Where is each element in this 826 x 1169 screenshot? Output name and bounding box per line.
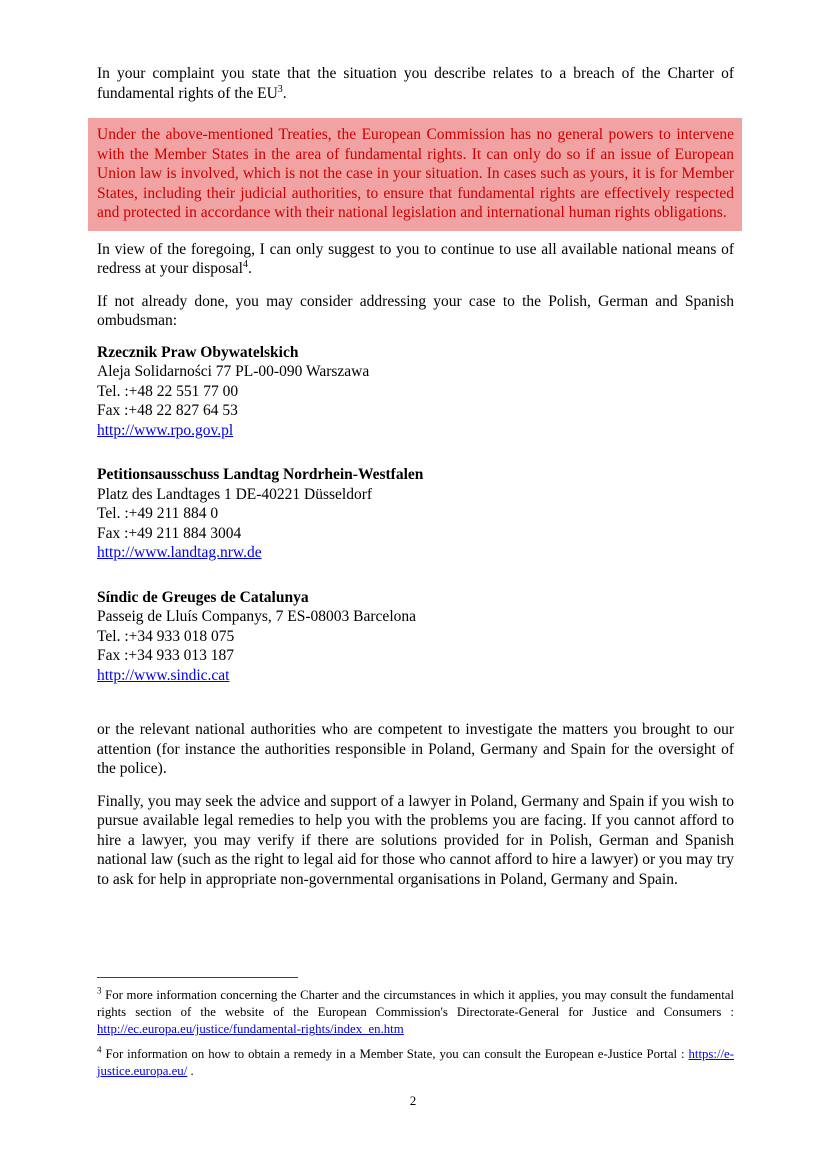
contact-tel: Tel. :+49 211 884 0 <box>97 505 219 522</box>
document-body <box>97 64 734 889</box>
contact-fax: Fax :+48 22 827 64 53 <box>97 402 238 419</box>
paragraph-complaint-text: In your complaint you state that the situation you describe relates to a breach of the Charter of fundamental rights of the EU <box>97 65 734 102</box>
contact-address: Platz des Landtages 1 DE-40221 Düsseldorf <box>97 485 373 503</box>
highlighted-notice-box <box>88 118 742 231</box>
footnotes-section <box>97 977 734 1080</box>
paragraph-lawyer: Finally, you may seek the advice and support of a lawyer in Poland, Germany and Spain if you wish to pursue available legal remedies to help you with the problems you are facing. If you cannot afford to hire a lawyer, you may verify if there are solutions provided for in Polish, German and Spanish national law (such as the right to legal aid for those who cannot afford to hire a lawyer) or you may try to ask for help in appropriate non-governmental organisations in Poland, Germany and Spain. <box>97 792 734 888</box>
footnote-3-link[interactable]: http://ec.europa.eu/justice/fundamental-rights/index_en.htm <box>97 1022 404 1037</box>
contact-tel: Tel. :+48 22 551 77 00 <box>97 382 239 400</box>
footnote-ref-4: 4 <box>242 258 248 270</box>
paragraph-complaint-period: . <box>282 84 287 102</box>
paragraph-complaint <box>97 64 734 103</box>
footnote-4-link[interactable]: https://e-justice.europa.eu/ <box>97 1046 734 1078</box>
contact-tel: Tel. :+34 933 018 075 <box>97 627 235 645</box>
paragraph-ombudsman-intro: If not already done, you may consider addressing your case to the Polish, German and Spanish ombudsman: <box>97 292 734 329</box>
contact-link-landtag[interactable]: http://www.landtag.nrw.de <box>97 544 262 561</box>
footnote-4-text: For information on how to obtain a remedy in a Member State, you can consult the European e-Justice Portal : <box>101 1046 689 1061</box>
footnote-4-marker: 4 <box>97 1044 102 1055</box>
contact-block-spain <box>97 588 734 686</box>
footnote-3 <box>97 987 734 1039</box>
footnote-3-marker: 3 <box>97 985 102 996</box>
contact-address: Aleja Solidarności 77 PL-00-090 Warszawa <box>97 363 370 380</box>
paragraph-foregoing <box>97 240 734 279</box>
contact-address: Passeig de Lluís Companys, 7 ES-08003 Barcelona <box>97 608 416 625</box>
page-number: 2 <box>409 1093 417 1108</box>
contact-link-rpo[interactable]: http://www.rpo.gov.pl <box>97 421 234 439</box>
contact-fax: Fax :+49 211 884 3004 <box>97 524 242 542</box>
footnote-4-after: . <box>187 1063 194 1078</box>
contact-name: Petitionsausschuss Landtag Nordrhein-Westfalen <box>97 466 424 483</box>
footnote-4 <box>97 1046 734 1080</box>
paragraph-foregoing-text: In view of the foregoing, I can only suggest to you to continue to use all available national means of redress at your disposal <box>97 240 734 277</box>
contact-name: Síndic de Greuges de Catalunya <box>97 588 309 606</box>
paragraph-authorities: or the relevant national authorities who are competent to investigate the matters you brought to our attention (for instance the authorities responsible in Poland, Germany and Spain for the oversight of the police). <box>97 721 734 777</box>
contact-link-sindic[interactable]: http://www.sindic.cat <box>97 666 230 684</box>
contact-block-poland <box>97 343 734 441</box>
paragraph-foregoing-period: . <box>247 260 252 277</box>
contact-fax: Fax :+34 933 013 187 <box>97 647 235 664</box>
contact-name: Rzecznik Praw Obywatelskich <box>97 343 299 361</box>
footnote-separator <box>97 977 298 978</box>
footnote-ref-3: 3 <box>277 83 283 95</box>
footnote-3-text: For more information concerning the Charter and the circumstances in which it applies, you may consult the fundamental rights section of the website of the European Commission's Directorate-General for Justice and Consumers : <box>97 988 734 1020</box>
highlighted-notice-text: Under the above-mentioned Treaties, the European Commission has no general powers to intervene with the Member States in the area of fundamental rights. It can only do so if an issue of European Union law is involved, which is not the case in your situation. In cases such as yours, it is for Member States, including their judicial authorities, to ensure that fundamental rights are effectively respected and protected in accordance with their national legislation and international human rights obligations. <box>97 126 734 221</box>
contact-block-germany <box>97 465 734 563</box>
